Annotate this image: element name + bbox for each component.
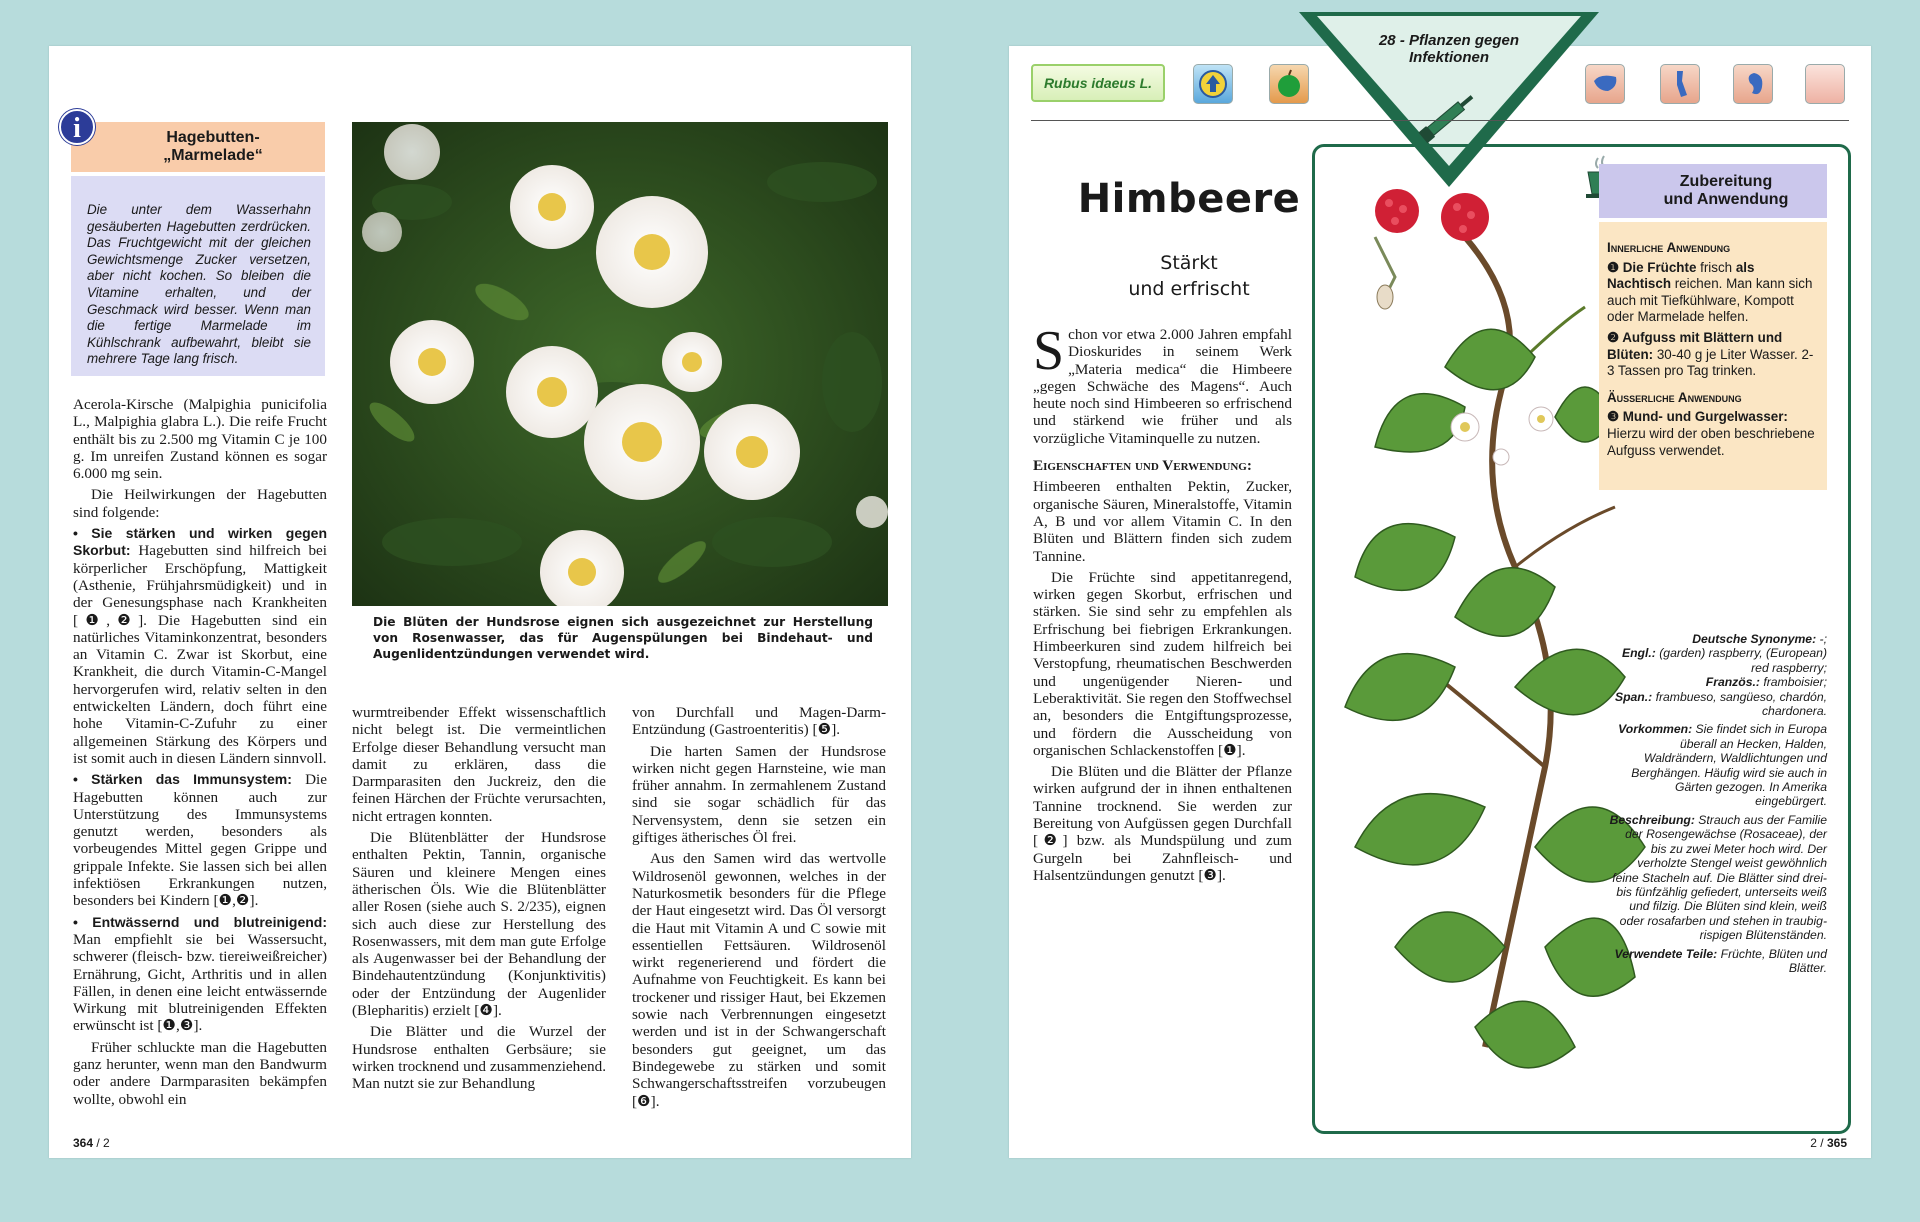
- drop-cap: S: [1033, 320, 1065, 382]
- paragraph: Aus den Samen wird das wertvolle Wildrosenöl gewonnen, welches in der Naturkosmetik besonders für die Pflege der Haut eingesetzt wird. Das Öl versorgt die Haut mit Vitamin A und C sowie mit essentiellen Fettsäuren. Wildrosenöl wirkt regenerierend und fördert die Aufnahme von Feuchtigkeit. Es kann bei trockener und rissiger Haut, bei Ekzemen sowie nach Verbrennungen eingesetzt werden und ist in der Schwangerschaft besonders gut geeignet, um das Bindegewebe zu stärken und somit Schwangerschaftsstreifen vorzubeugen [❻].: [632, 850, 886, 1110]
- left-column-3: [632, 704, 886, 1114]
- prep-item-2: ❷ Aufguss mit Blättern und Blüten: 30-40 g je Liter Wasser. 2-3 Tassen pro Tag trinken.: [1607, 329, 1814, 379]
- page-number-left: 364 / 2: [73, 1136, 110, 1150]
- left-column-2: [352, 704, 606, 1097]
- left-page: [49, 46, 911, 1158]
- info-icon: i: [59, 109, 95, 145]
- info-box-body: Die unter dem Wasserhahn gesäuberten Hagebutten zerdrücken. Das Fruchtgewicht mit der gleichen Gewichtsmenge Zucker versetzen, aber nicht kochen. So bleiben die Vitamine erhalten, und der Geschmack wird besser. Wenn man die fertige Marmelade im Kühlschrank aufbewahrt, bleibt sie mehrere Tage lang frisch.: [71, 176, 325, 376]
- skin-icon[interactable]: [1805, 64, 1845, 104]
- joint-icon[interactable]: [1660, 64, 1700, 104]
- paragraph: Die Blätter und die Wurzel der Hundsrose enthalten Gerbsäure; sie wirken trocknend und zusammenziehend. Man nutzt sie zur Behandlung: [352, 1023, 606, 1093]
- synonyms: Deutsche Synonyme: -; Engl.: (garden) raspberry, (European) red raspberry; Französ.: framboisier; Span.: frambueso, sangüeso, chardón, chardonera.: [1614, 632, 1827, 719]
- paragraph: Die harten Samen der Hundsrose wirken nicht gegen Harnsteine, wie man früher annahm. In zermahlenem Zustand sind sie sogar schädlich für das Nervensystem, denn sie setzen ein giftiges ätherisches Öl frei.: [632, 742, 886, 847]
- dog-rose-photo: [352, 122, 888, 606]
- liver-icon[interactable]: [1585, 64, 1625, 104]
- photo-caption: Die Blüten der Hundsrose eignen sich ausgezeichnet zur Herstellung von Rosenwasser, das für Augenspülungen bei Bindehaut- und Augenlidentzündungen verwendet wird.: [373, 615, 873, 661]
- paragraph: Die Früchte sind appetitanregend, wirken gegen Skorbut, erfrischen und stärken. Sie sind sehr zu empfehlen als Erfrischung bei fiebrigen Erkrankungen. Himbeerkuren sind zudem hilfreich bei Verstopfung, rheumatischen Beschwerden und ungenügender Nieren- und Leberaktivität. Sie regen den Stoffwechsel an, besonders die Entgiftungsprozesse, und fördern die Ausscheidung von organischen Schlackenstoffen [❶].: [1033, 568, 1292, 759]
- bullet-item: • Entwässernd und blutreinigend: Man empfiehlt sie bei Wassersucht, schwerer (fleisch- bzw. tiereiweißreicher) Ernährung, Gicht, Arthritis und in allen Fällen, in denen eine leicht entwässernde Wirkung mit blutreinigenden Effekten erwünscht ist [❶,❸].: [73, 913, 327, 1035]
- paragraph: Acerola-Kirsche (Malpighia punicifolia L., Malpighia glabra L.). Die reife Frucht enthält bis zu 2.500 mg Vitamin C je 100 g. Im unreifen Zustand können es sogar 6.000 mg sein.: [73, 396, 327, 483]
- prep-item-1: ❶ Die Früchte frisch als Nachtisch reichen. Man kann sich auch mit Tiefkühlware, Kompott oder Marmelade helfen.: [1607, 259, 1813, 325]
- left-column-1: [73, 396, 327, 1112]
- bullet-item: • Sie stärken und wirken gegen Skorbut: Hagebutten sind hilfreich bei körperlicher Erschöpfung, Mattigkeit (Asthenie, Frühjahrsmüdigkeit) und in der Genesungsphase nach Krankheiten [❶,❷]. Die Hagebutten sind ein natürliches Vitaminkonzentrat, besonders an Vitamin C. Zwar ist Skorbut, eine Krankheit, die durch Vitamin-C-Mangel hervorgerufen wird, relativ selten in den entwickelten Ländern, doch führt eine hohe Vitamin-C-Zufuhr zu einer allgemeinen Stärkung des Körpers und ist somit auch in diesen Ländern sinnvoll.: [73, 525, 327, 767]
- right-column: [1033, 320, 1292, 888]
- page-subtitle: Stärkt und erfrischt: [1128, 252, 1250, 300]
- outer-use-heading: Äusserliche Anwendung: [1607, 389, 1742, 405]
- occurrence: Vorkommen: Sie findet sich in Europa überall an Hecken, Halden, Waldrändern, Waldlichtungen und Berghängen. Häufig wird sie auch in Gärten gezogen. In Amerika eingebürgert.: [1618, 722, 1827, 809]
- page-title: Himbeere: [1077, 176, 1301, 222]
- section-heading: Eigenschaften und Verwendung:: [1033, 457, 1252, 475]
- category-label: 28 - Pflanzen gegen Infektionen: [1378, 32, 1520, 66]
- description: Beschreibung: Strauch aus der Familie der Rosengewächse (Rosaceae), der bis zu zwei Meter hoch wird. Der verholzte Stengel weist gewöhnlich feine Stacheln auf. Die Blätter sind drei- bis fünfzählig gefiedert, unterseits weiß und filzig. Die Blüten sind klein, weiß oder rosafarben und stehen in traubig-rispigen Blütenständen.: [1609, 812, 1827, 943]
- paragraph: Himbeeren enthalten Pektin, Zucker, organische Säuren, Mineralstoffe, Vitamin A, B und vor allem Vitamin C. In den Blüten und Blättern finden sich zudem Tannine.: [1033, 478, 1292, 565]
- paragraph: von Durchfall und Magen-Darm-Entzündung (Gastroenteritis) [❺].: [632, 704, 886, 739]
- preparation-body: [1599, 222, 1827, 490]
- bullet-item: • Stärken das Immunsystem: Die Hagebutten können auch zur Unterstützung des Immunsystems genutzt werden, besonders als vorbeugendes Mittel gegen Grippe und grippale Infekte. Sie lassen sich bei allen infektiösen Erkrankungen nutzen, besonders bei Kindern [❶,❷].: [73, 771, 328, 910]
- paragraph: Die Heilwirkungen der Hagebutten sind folgende:: [73, 486, 327, 521]
- arrow-up-icon[interactable]: [1193, 64, 1233, 104]
- preparation-title: Zubereitung und Anwendung: [1599, 164, 1827, 218]
- plant-facts: [1609, 632, 1827, 979]
- kidney-icon[interactable]: [1733, 64, 1773, 104]
- right-page: [1009, 32, 1871, 1158]
- used-parts: Verwendete Teile: Früchte, Blüten und Blätter.: [1614, 946, 1827, 975]
- prep-item-3: ❸ Mund- und Gurgelwasser: Hierzu wird der oben beschriebene Aufguss verwendet.: [1607, 409, 1815, 458]
- header-rule: [1031, 120, 1849, 121]
- paragraph: Die Blüten und die Blätter der Pflanze wirken aufgrund der in ihnen enthaltenen Tannine trocknend. Sie werden zur Bereitung von Aufgüssen gegen Durchfall [❷] bzw. als Mundspülung und zum Gurgeln bei Zahnfleisch- und Halsentzündungen genutzt [❸].: [1033, 763, 1292, 884]
- intro-paragraph: Schon vor etwa 2.000 Jahren empfahl Dioskurides in seinem Werk „Materia medica“ die Himbeere „gegen Schwäche des Magens“. Auch heute noch sind Himbeeren so erfrischend und stärkend wie früher und als vorzügliche Vitaminquelle zu nutzen.: [1033, 320, 1292, 447]
- paragraph: Früher schluckte man die Hagebutten ganz herunter, wenn man den Bandwurm oder andere Darmparasiten bekämpfen wollte, obwohl ein: [73, 1038, 327, 1108]
- page-number-right: 2 / 365: [1810, 1136, 1847, 1150]
- paragraph: Die Blütenblätter der Hundsrose enthalten Pektin, Tannin, organische Säuren und kleinere Mengen eines ätherischen Öls. Wie die Blütenblätter aller Rosen (siehe auch S. 2/235), eignen sich auch diese zur Herstellung des Rosenwassers, mit dem man gute Erfolge als Augenwasser bei der Behandlung der Bindehautentzündung (Konjunktivitis) oder der Entzündung der Augenlider (Blepharitis) erzielt [❹].: [352, 829, 606, 1020]
- paragraph: wurmtreibender Effekt wissenschaftlich nicht belegt ist. Die vermeintlichen Erfolge dieser Behandlung versucht man damit zu erklären, dass die Darmparasiten den Juckreiz, den die feinen Härchen der Früchte verursachten, nicht ertragen konnten.: [352, 704, 606, 825]
- info-box-title: Hagebutten- „Marmelade“: [71, 122, 325, 172]
- inner-use-heading: Innerliche Anwendung: [1607, 240, 1731, 255]
- latin-name-badge[interactable]: Rubus idaeus L.: [1031, 64, 1165, 102]
